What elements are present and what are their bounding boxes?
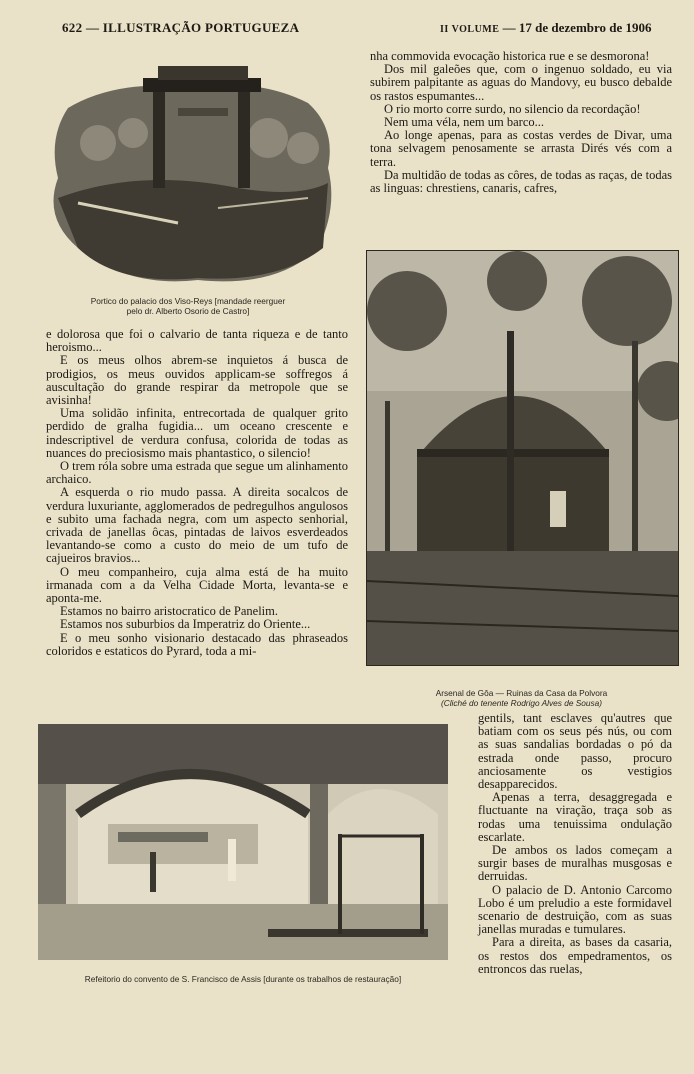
caption-line: Arsenal de Gôa — Ruinas da Casa da Polvora [435, 688, 608, 698]
paragraph: Nem uma véla, nem um barco... [384, 115, 545, 130]
volume-label: II VOLUME [440, 24, 500, 35]
left-column-text [46, 328, 348, 658]
photo-refectory-caption: Refeitorio do convento de S. Francisco de Assis [durante os trabalhos de restauração] [84, 974, 402, 984]
paragraph: Estamos nos suburbios da Imperatriz do Oriente... [60, 617, 311, 632]
paragraph: Para a direita, as bases da casaria, os restos dos empedramentos, os entroncos das ruelas, [478, 935, 672, 976]
issue-date: — 17 de dezembro de 1906 [499, 20, 652, 35]
page-header-date [440, 20, 652, 36]
right-column-top-text [370, 50, 672, 195]
photo-powder-house [366, 250, 679, 666]
paragraph: A esquerda o rio mudo passa. A direita socalcos de verdura luxuriante, agglomerados de pedregulhos angulosos e subito uma fachada negra, com um aspecto senhorial, crivada de janellas ôcas, pintadas de laivos esverdeados levantando-se como a custo do meio de um tufo de cajueiros bravios... [46, 485, 348, 566]
caption-line: Portico do palacio dos Viso-Reys [mandade reerguer [90, 296, 286, 306]
photo-refectory [38, 724, 448, 960]
paragraph: nha commovida evocação historica rue e se desmorona! [370, 49, 650, 63]
page-header-title: 622 — ILLUSTRAÇÃO PORTUGUEZA [62, 20, 300, 35]
paragraph: E os meus olhos abrem-se inquietos á busca de prodigios, os meus ouvidos applicam-se soffregos á auscultação do grande respirar da metropole que se avisinha! [46, 353, 348, 408]
photo-portico [38, 48, 338, 288]
paragraph: Da multidão de todas as côres, de todas as raças, de todas as linguas: chrestiens, canaris, cafres, [370, 167, 672, 196]
paragraph: gentils, tant esclaves qu'autres que batiam com os seus pés nús, ou com as suas sandalias bordadas o pó da estrada onde passo, procuro anciosamente os vestigios desapparecidos. [478, 711, 672, 792]
paragraph: Estamos no bairro aristocratico de Panelim. [60, 604, 278, 619]
paragraph: E o meu sonho visionario destacado das phraseados coloridos e estaticos do Pyrard, toda a mi- [46, 630, 348, 658]
paragraph: O palacio de D. Antonio Carcomo Lobo é um preludio a este formidavel scenario de destruição, com as suas janellas muradas e tumulares. [478, 882, 672, 937]
paragraph: Apenas a terra, desaggregada e fluctuante na viração, traça sob as rodas uma tenuissima ondulação escarlate. [478, 790, 672, 844]
paragraph: O rio morto corre surdo, no silencio da recordação! [384, 101, 641, 116]
paragraph: Ao longe apenas, para as costas verdes de Divar, uma tona selvagem penosamente se arrasta Dirés vés com a terra. [370, 128, 672, 169]
photo-powder-house-caption [366, 688, 677, 708]
paragraph: e dolorosa que foi o calvario de tanta riqueza e de tanto heroismo... [46, 327, 348, 355]
paragraph: O trem róla sobre uma estrada que segue um alinhamento archaico. [46, 459, 348, 487]
paragraph: Dos mil galeões que, com o ingenuo soldado, eu via subirem palpitante as aguas do Mandovy, eu busco debalde os rastos espumantes... [370, 62, 672, 103]
caption-line: pelo dr. Alberto Osorio de Castro] [126, 306, 250, 316]
photo-portico-caption [40, 296, 336, 316]
caption-line: (Cliché do tenente Rodrigo Alves de Sousa) [440, 698, 603, 708]
paragraph: Uma solidão infinita, entrecortada de qualquer grito perdido de gralha fugidia... um oceano crescente e indescriptivel de verdura confusa, colorida de todas as nuances do preciosismo mais phantastico, o silencio! [46, 406, 348, 460]
paragraph: De ambos os lados começam a surgir bases de muralhas musgosas e derruidas. [478, 843, 672, 884]
paragraph: O meu companheiro, cuja alma está de ha muito irmanada com a da Velha Cidade Morta, levanta-se e aponta-me. [46, 564, 348, 606]
right-column-bottom-text [478, 712, 672, 976]
